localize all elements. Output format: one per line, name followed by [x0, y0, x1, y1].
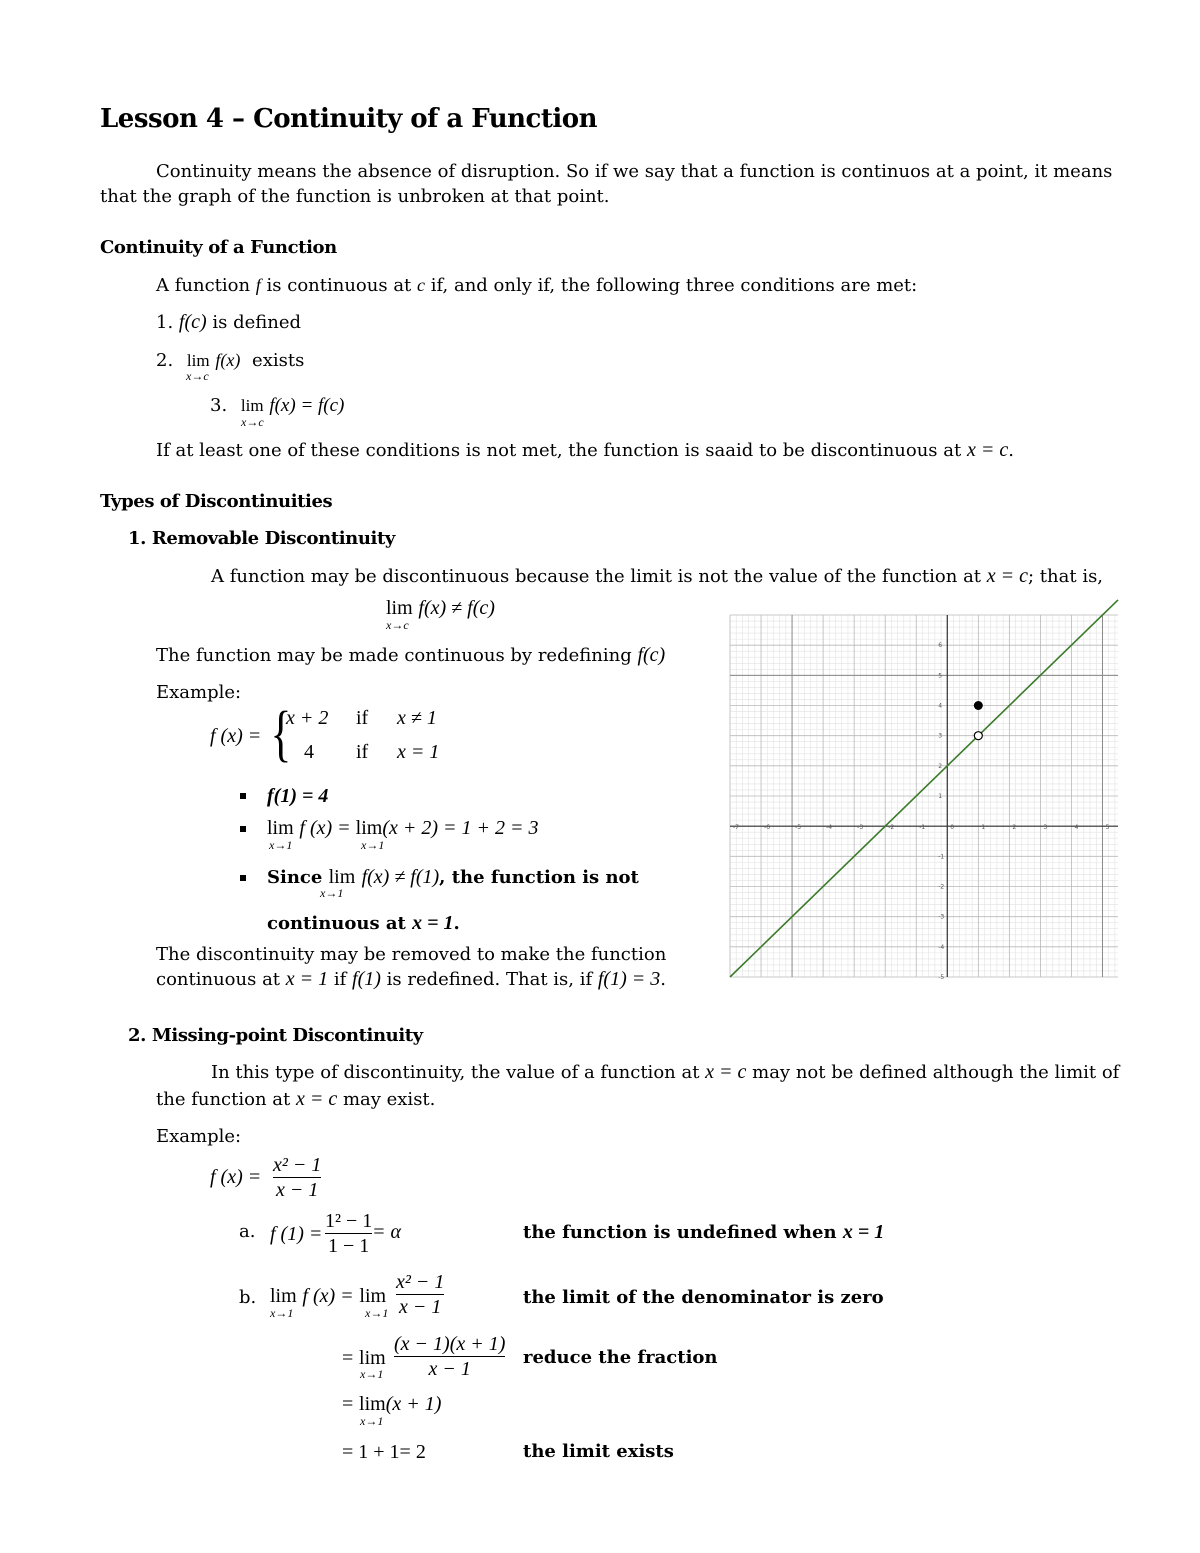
- step-a-rhs: = α: [372, 1221, 401, 1243]
- step-c-sub: x→1: [360, 1367, 384, 1381]
- y-tick-label: 5: [938, 672, 943, 680]
- x-tick-label: -4: [826, 824, 833, 832]
- piecewise-lhs: f (x) =: [210, 725, 262, 747]
- x-tick-label: -5: [795, 824, 802, 832]
- bullet-marker: [240, 793, 246, 799]
- y-tick-label: 2: [938, 762, 943, 770]
- x-tick-label: -2: [888, 824, 895, 832]
- y-tick-label: -1: [938, 853, 945, 861]
- fdef-fraction: x² − 1 x − 1: [273, 1154, 322, 1201]
- intro-line-2: that the graph of the function is unbroken at that point.: [100, 186, 610, 207]
- condition-2-sub: x→c: [186, 369, 209, 383]
- missing-desc-1: In this type of discontinuity, the value of a function at x = c may not be defined although the limit of: [211, 1061, 1120, 1083]
- piecewise-row1-cond: x ≠ 1: [397, 707, 437, 729]
- bullet-3-continued: continuous at x = 1.: [267, 912, 460, 934]
- piecewise-brace: {: [270, 700, 292, 768]
- piecewise-row2-expr: 4: [304, 741, 314, 763]
- bullet-2-sub-1: x→1: [269, 838, 293, 852]
- bullet-marker: [240, 826, 246, 832]
- piecewise-row2-cond: x = 1: [397, 741, 440, 763]
- y-tick-label: -4: [938, 943, 945, 951]
- step-b-note: the limit of the denominator is zero: [523, 1287, 884, 1308]
- missing-heading: 2. Missing-point Discontinuity: [128, 1025, 423, 1046]
- piecewise-row1-expr: x + 2: [286, 707, 329, 729]
- condition-1: 1. f(c) is defined: [156, 311, 302, 333]
- x-tick-label: 1: [981, 824, 986, 832]
- step-a-lhs: f (1) =: [270, 1223, 323, 1245]
- bullet-2: lim f (x) = lim(x + 2) = 1 + 2 = 3: [267, 817, 539, 839]
- intro-line-1: Continuity means the absence of disruption. So if we say that a function is continuos at a point, it means: [156, 161, 1113, 182]
- missing-desc-2: the function at x = c may exist.: [156, 1088, 436, 1110]
- step-c-note: reduce the fraction: [523, 1347, 718, 1368]
- piecewise-row1-if: if: [356, 707, 369, 729]
- y-tick-label: -5: [938, 974, 945, 981]
- removable-heading: 1. Removable Discontinuity: [128, 528, 395, 549]
- step-d-sub: x→1: [360, 1414, 384, 1428]
- removed-line-2: continuous at x = 1 if f(1) is redefined. That is, if f(1) = 3.: [156, 968, 666, 990]
- section-heading-continuity: Continuity of a Function: [100, 237, 337, 258]
- step-a-note: the function is undefined when x = 1: [523, 1221, 885, 1243]
- hole-point: [974, 732, 982, 740]
- step-b-fraction: x² − 1 x − 1: [396, 1271, 445, 1318]
- x-tick-label: 0: [950, 824, 955, 832]
- x-tick-label: 4: [1074, 824, 1079, 832]
- step-b-lhs: lim f (x) = lim: [270, 1285, 387, 1307]
- x-tick-label: -1: [919, 824, 926, 832]
- example-label-2: Example:: [156, 1126, 242, 1147]
- x-tick-label: 2: [1012, 824, 1017, 832]
- removable-formula-sub: x→c: [386, 618, 409, 632]
- step-a-label: a.: [239, 1221, 256, 1242]
- x-tick-label: -6: [764, 824, 771, 832]
- bullet-2-sub-2: x→1: [361, 838, 385, 852]
- y-tick-label: 4: [938, 702, 943, 710]
- bullet-3-sub: x→1: [320, 886, 344, 900]
- x-tick-label: 3: [1043, 824, 1048, 832]
- bullet-1: f(1) = 4: [267, 785, 329, 807]
- step-e-note: the limit exists: [523, 1441, 674, 1462]
- example-label-1: Example:: [156, 682, 242, 703]
- condition-3-sub: x→c: [241, 415, 264, 429]
- fdef-lhs: f (x) =: [210, 1166, 262, 1188]
- step-d-expr: = lim(x + 1): [342, 1393, 442, 1415]
- step-a-fraction: 1² − 1 1 − 1: [325, 1210, 373, 1257]
- step-c-fraction: (x − 1)(x + 1) x − 1: [394, 1333, 506, 1380]
- condition-3: 3. lim f(x) = f(c): [210, 395, 345, 416]
- x-tick-label: -7: [733, 824, 739, 832]
- y-tick-label: -3: [938, 913, 945, 921]
- condition-2: 2. lim f(x) exists: [156, 350, 305, 371]
- y-tick-label: 6: [938, 642, 943, 650]
- y-tick-label: 3: [938, 732, 943, 740]
- continuity-conclusion: If at least one of these conditions is not met, the function is saaid to be discontinuous at x = c.: [156, 439, 1014, 461]
- continuity-statement: A function f is continuous at c if, and only if, the following three conditions are met:: [156, 275, 918, 296]
- bullet-3: Since lim f(x) ≠ f(1), the function is not: [267, 866, 639, 888]
- x-tick-label: 5: [1105, 824, 1110, 832]
- step-c-lhs: = lim: [342, 1347, 386, 1369]
- y-tick-label: -2: [938, 883, 945, 891]
- removable-formula: lim f(x) ≠ f(c): [386, 597, 495, 619]
- redefine-text: The function may be made continuous by redefining f(c): [156, 644, 666, 666]
- step-e-expr: = 1 + 1= 2: [342, 1441, 426, 1463]
- removed-line-1: The discontinuity may be removed to make the function: [156, 944, 667, 965]
- step-b-label: b.: [239, 1287, 257, 1308]
- section-heading-types: Types of Discontinuities: [100, 491, 333, 512]
- page-title: Lesson 4 – Continuity of a Function: [100, 104, 598, 134]
- defined-point: [974, 701, 983, 710]
- removable-discontinuity-graph: [730, 615, 1118, 981]
- x-tick-label: -3: [857, 824, 864, 832]
- piecewise-row2-if: if: [356, 741, 369, 763]
- removable-description: A function may be discontinuous because the limit is not the value of the function at x = c; that is,: [211, 565, 1104, 587]
- function-line: [730, 600, 1118, 977]
- bullet-marker: [240, 875, 246, 881]
- step-b-sub-1: x→1: [270, 1306, 294, 1320]
- y-tick-label: 1: [938, 793, 943, 800]
- step-b-sub-2: x→1: [365, 1306, 389, 1320]
